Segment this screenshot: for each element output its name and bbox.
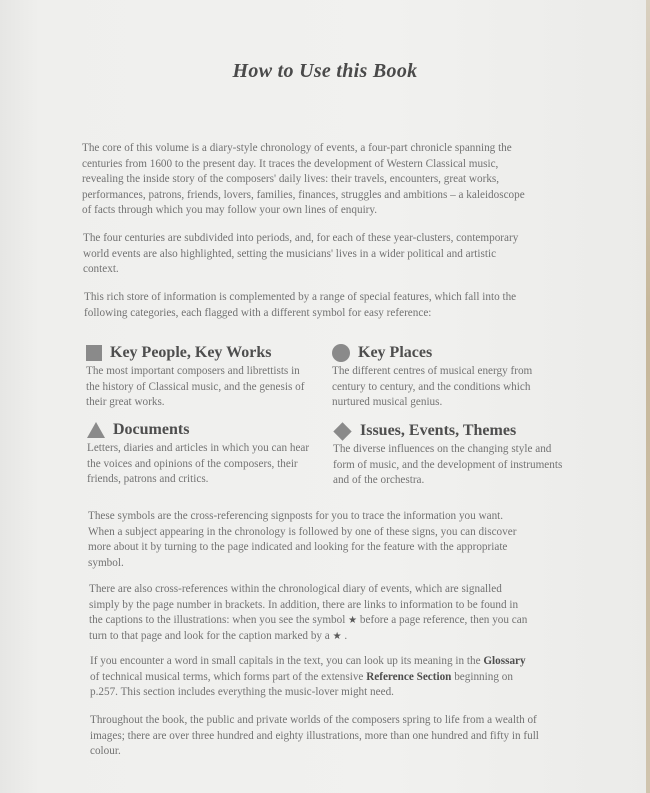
square-icon [86,345,102,361]
feature-title: Key People, Key Works [110,344,272,361]
intro-paragraph-2: The four centuries are subdivided into periods, and, for each of these year-clusters, contemporary world events are also highlighted, setting the musicians' lives in a wider political and artistic context. [83,232,519,275]
diamond-icon [333,422,351,440]
intro-paragraph-3: This rich store of information is complemented by a range of special features, which fall into the following categories, each flagged with a different symbol for easy reference: [84,291,517,319]
feature-key-people [86,342,316,411]
feature-title: Documents [113,421,190,438]
feature-title: Issues, Events, Themes [360,422,517,439]
feature-title: Key Places [358,344,433,361]
glossary-term: Glossary [483,655,526,667]
page-edge [646,0,650,793]
feature-key-places [332,342,562,411]
glossary-paragraph: If you encounter a word in small capitals in the text, you can look up its meaning in the Glossary of technical musical terms, which forms part of the extensive Reference Section beginning on p.257. This section includes everything the music-lover might need. [90,655,526,698]
cross-reference-paragraph: These symbols are the cross-referencing signposts for you to trace the information you want. When a subject appearing in the chronology is followed by one of these signs, you can discover more about it by turning to the page indicated and looking for the feature with the appropriate symbol. [88,510,517,569]
illustrations-paragraph: Throughout the book, the public and private worlds of the composers spring to life from a wealth of images; there are over three hundred and eighty illustrations, more than one hundred and fifty in full colour. [90,714,539,757]
page-title: How to Use this Book [232,60,418,82]
star-icon: ★ [332,630,342,642]
feature-description: The different centres of musical energy from century to century, and the conditions which nurtured musical genius. [332,365,533,408]
circle-icon [332,344,350,362]
feature-description: The diverse influences on the changing style and form of music, and the development of instruments and of the orchestra. [333,443,563,486]
feature-documents [87,419,317,488]
triangle-icon [87,422,105,438]
feature-issues-events-themes [333,420,568,489]
reference-section-term: Reference Section [366,670,452,683]
feature-description: The most important composers and librettists in the history of Classical music, and the genesis of their great works. [86,365,305,408]
captions-paragraph: There are also cross-references within the chronological diary of events, which are signalled simply by the page number in brackets. In addition, there are links to information to be found in the captions to the illustrations: when you see the symbol ★ before a page reference, then you can turn to that page and look for the caption marked by a ★ . [89,583,528,642]
star-icon: ★ [348,615,358,626]
feature-description: Letters, diaries and articles in which you can hear the voices and opinions of the composers, their friends, patrons and critics. [87,442,310,485]
intro-paragraph-1: The core of this volume is a diary-style chronology of events, a four-part chronicle spanning the centuries from 1600 to the present day. It traces the development of Western Classical music, revealing the inside story of the composers' daily lives: their travels, encounters, great works, performances, patrons, friends, lovers, families, finances, struggles and ambitions – a kaleidoscope of facts through which you may follow your own lines of enquiry. [82,142,525,216]
